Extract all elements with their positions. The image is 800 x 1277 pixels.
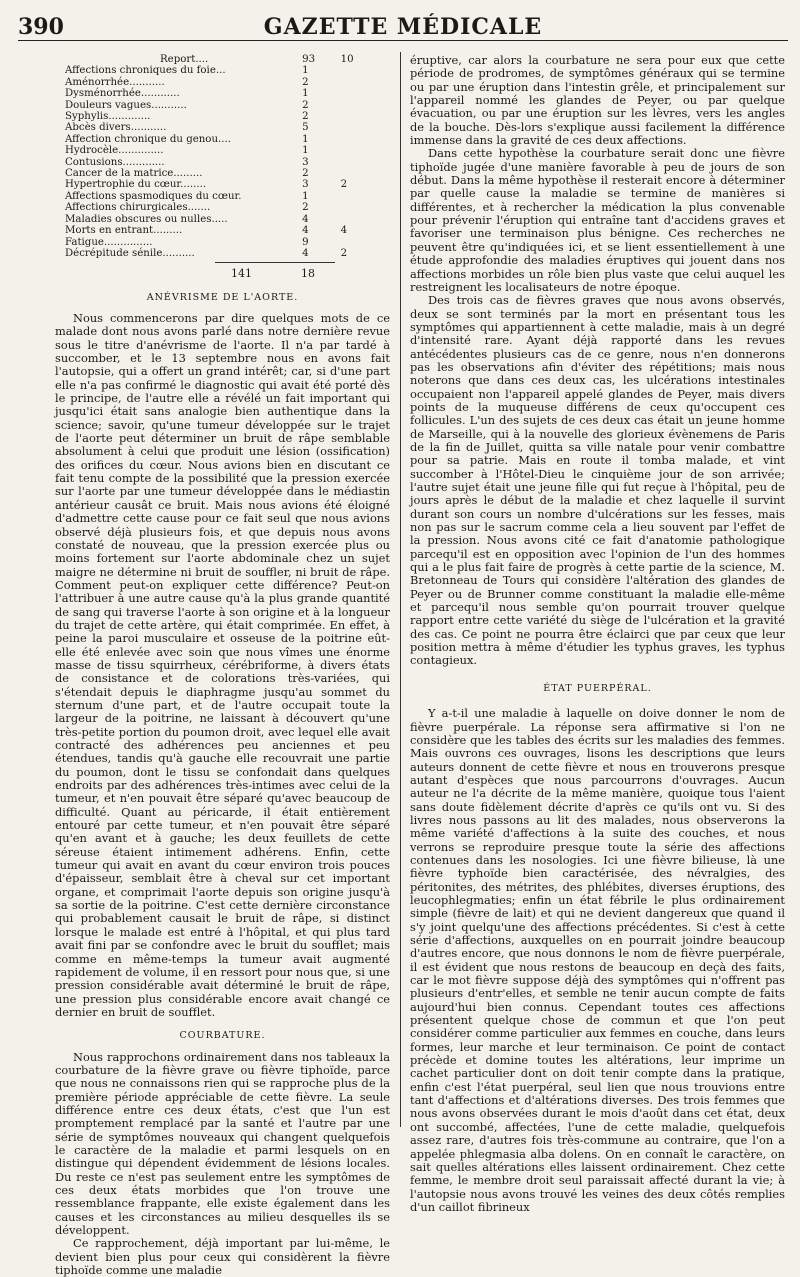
statistics-value: 3 — [302, 156, 309, 168]
statistics-row — [65, 179, 390, 190]
statistics-value — [341, 168, 390, 179]
journal-title: GAZETTE MÉDICALE — [263, 14, 543, 40]
section-heading-puerperal: ÉTAT PUERPÉRAL. — [543, 682, 652, 694]
report-label: Report.... — [160, 54, 209, 65]
page-header — [18, 14, 788, 41]
statistics-row — [65, 214, 390, 225]
statistics-value: 3 — [302, 179, 309, 191]
statistics-row — [65, 191, 390, 202]
paragraph: éruptive, car alors la courbature ne sera pour eux que cette période de prodromes, de symptômes généraux qui se termine ou par une éruption dans l'intestin grêle, et principalement sur l'appareil nommé les glandes de Peyer, ou par quelque évacuation, ou par une éruption sur les lèvres, vers les angles de la bouche. Dès-lors s'explique aussi facilement la différence immense dans la gravité de ces deux affections. — [410, 53, 785, 148]
statistics-row — [65, 168, 390, 179]
statistics-value — [341, 65, 390, 76]
statistics-label: Affection chronique du genou.... — [65, 133, 231, 145]
statistics-value: 2 — [302, 168, 309, 180]
statistics-value: 2 — [302, 99, 309, 111]
statistics-row — [65, 225, 390, 236]
paragraph: Nous rapprochons ordinairement dans nos tableaux la courbature de la fièvre grave ou fièvre tiphoïde, parce que nous ne connaissons rien qui se rapproche plus de la première période appréciable de cette fièvre. La seule différence entre ces deux états, c'est que l'un est promptement remplacé par la santé et l'autre par une série de symptômes nouveaux qui changent quelquefois le caractère de la maladie et parmi lesquels on en distingue qui dépendent évidemment de lésions locales. Du reste ce n'est pas seulement entre les symptômes de ces deux états morbides que l'on trouve une ressemblance frappante, elle existe également dans les causes et les circonstances au milieu desquelles ils se développent. — [55, 1049, 390, 1238]
paragraph: Y a-t-il une maladie à laquelle on doive donner le nom de fièvre puerpérale. La réponse sera affirmative si l'on ne considère que les tables des écrits sur les maladies des femmes. Mais ouvrons ces ouvrages, lisons les descriptions que leurs auteurs donnent de cette fièvre et nous en trouverons presque autant d'espèces que nous parcourrons d'ouvrages. Aucun auteur ne l'a décrite de la même manière, quoique tous l'aient sans doute fidèlement décrite d'après ce qu'ils ont vu. Si des livres nous passons au lit des malades, nous observerons la même variété d'affections à la suite des couches, et nous verrons se reproduire presque toute la série des affections contenues dans les nosologies. Ici une fièvre bilieuse, là une fièvre typhoïde bien caractérisée, des névralgies, des péritonites, des métrites, des phlébites, diverses éruptions, des leucophlegmaties; enfin un état fébrile le plus ordinairement simple (fièvre de lait) et qui ne devient dangereux que quand il s'y joint quelqu'une des affections précédentes. Si c'est à cette série d'affections, auxquelles on en pourrait joindre beaucoup d'autres encore, que nous donnons le nom de fièvre puerpérale, il est évident que nous restons de beaucoup en deçà des faits, car le mot fièvre suppose déjà des symptômes qui n'offrent pas plusieurs d'entr'elles, et semble ne tenir aucun compte de faits aujourd'hui bien connus. Cependant toutes ces affections présentent quelque chose de commun et que l'on peut considérer comme particulier aux femmes en couche, dans leurs formes, leur marche et leur terminaison. Ce point de contact précède et domine toutes les altérations, leur imprime un cachet particulier dont on doit tenir compte dans la pratique, enfin c'est l'état puerpéral, seul lien que nous trouvions entre tant d'affections et d'altérations diverses. Des trois femmes que nous avons observées durant le mois d'août dans cet état, deux ont succombé, affectées, l'une de cette maladie, quelquefois assez rare, d'autres fois très-commune au contraire, que l'on a appelée phlegmasia alba dolens. On en connaît le caractère, on sait quelles altérations elles laissent ordinairement. Chez cette femme, le membre droit seul paraissait affecté durant la vie; à l'autopsie nous avons trouvé les veines des deux côtés remplies d'un caillot fibrineux — [410, 706, 785, 1214]
statistics-value — [341, 122, 390, 133]
statistics-value: 2 — [302, 76, 309, 88]
statistics-value: 2 — [340, 247, 348, 259]
statistics-value: 1 — [302, 133, 309, 145]
statistics-value: 1 — [302, 145, 309, 157]
statistics-row — [65, 134, 390, 145]
paragraph: Des trois cas de fièvres graves que nous avons observés, deux se sont terminés par la mort en présentant tous les symptômes qui appartiennent à cette maladie, mais à un degré d'intensité rare. Ayant déjà rapporté dans les revues antécédentes plusieurs cas de ce genre, nous n'en donnerons pas les observations afin d'éviter des répétitions; mais nous noterons que dans ces deux cas, les ulcérations intestinales occupaient non l'appareil appelé glandes de Peyer, mais divers points de la muqueuse différens de ceux qu'occupent ces follicules. L'un des sujets de ces deux cas était un jeune homme de Marseille, qui à la nouvelle des glorieux évènemens de Paris de la fin de Juillet, quitta sa ville natale pour venir combattre pour sa patrie. Mais en route il tomba malade, et vint succomber à l'Hôtel-Dieu le cinquième jour de son arrivée; l'autre sujet était une jeune fille qui fut reçue à l'hôpital, peu de jours après le début de la maladie et chez laquelle il survint durant son cours un nombre d'ulcérations sur les fesses, mais non pas sur le sacrum comme cela a lieu souvent par l'effet de la pression. Nous avons cité ce fait d'anatomie pathologique parcequ'il est en opposition avec l'opinion de l'un des hommes qui a le plus fait faire de progrès à cette partie de la science, M. Bretonneau de Tours qui considère l'altération des glandes de Peyer ou de Brunner comme constituant la maladie elle-même et parcequ'il nous semble qu'on pourrait trouver quelque rapport entre cette variété du siège de l'ulcération et la gravité des cas. Ce point ne pourra être éclairci que par ceux que leur position mettra à même d'étudier les typhus graves, les typhus contagieux. — [410, 293, 785, 668]
statistics-value: 4 — [302, 225, 309, 237]
totals-row — [231, 267, 390, 280]
statistics-row — [65, 111, 390, 122]
paragraph: Nous commencerons par dire quelques mots de ce malade dont nous avons parlé dans notre dernière revue sous le titre d'anévrisme de l'aorte. Il n'a par tardé à succomber, et le 13 septembre nous en avons fait l'autopsie, qui a offert un grand intérêt; car, si d'une part elle n'a pas confirmé le diagnostic qui avait été porté dès le principe, de l'autre elle a révélé un fait important qui jusqu'ici était sans analogie bien authentique dans la science; savoir, qu'une tumeur développée sur le trajet de l'aorte peut déterminer un bruit de râpe semblable absolument à celui que produit une lésion (ossification) des orifices du cœur. Nous avions bien en discutant ce fait tenu compte de la possibilité que la pression exercée sur l'aorte par une tumeur développée dans le médiastin antérieur causât ce bruit. Mais nous avions été éloigné d'admettre cette cause pour ce fait seul que nous avions observé déjà plusieurs fois, et que depuis nous avons constaté de nouveau, que la pression exercée plus ou moins fortement sur l'aorte abdominale chez un sujet maigre ne détermine ni bruit de souffler, ni bruit de râpe. Comment peut-on expliquer cette différence? Peut-on l'attribuer à une autre cause qu'à la plus grande quantité de sang qui traverse l'aorte à son origine et à la longueur du trajet de cette artère, qui était comprimée. En effet, à peine la paroi musculaire et osseuse de la poitrine eût-elle été enlevée avec soin que nous vîmes une énorme masse de tissu squirrheux, cérébriforme, à divers états de consistance et de colorations très-variées, qui s'étendait depuis le diaphragme jusqu'au sommet du sternum d'une part, et de l'autre occupait toute la largeur de la poitrine, ne laissant à découvert qu'une très-petite portion du poumon droit, avec lequel elle avait contracté des adhérences peu anciennes et peu étendues, tandis qu'à gauche elle recouvrait une partie du poumon, dont le tissu se confondait dans quelques endroits par des adhérences très-intimes avec celui de la tumeur, et n'en pouvait être séparé qu'avec beaucoup de difficulté. Quant au péricarde, il était entièrement entouré par cette tumeur, et n'en pouvait être séparé qu'en avant et à gauche; les deux feuillets de cette séreuse étaient intimement adhérens. Enfin, cette tumeur qui avait en avant du cœur environ trois pouces d'épaisseur, semblait être à cheval sur cet important organe, et comprimait l'aorte depuis son origine jusqu'à sa sortie de la poitrine. C'est cette dernière circonstance qui probablement causait le bruit de râpe, si distinct lorsque le malade est entré à l'hôpital, et qui plus tard avait fini par se confondre avec le bruit du soufflet; mais comme en même-temps la tumeur avait augmenté rapidement de volume, il en ressort pour nous que, si une pression considérable avait déterminé le bruit de râpe, une pression plus considérable encore avait changé ce dernier en bruit de soufflet. — [55, 311, 390, 1019]
statistics-value: 1 — [302, 65, 309, 77]
statistics-value — [341, 88, 390, 99]
statistics-row — [65, 88, 390, 99]
statistics-value: 2 — [302, 111, 309, 123]
statistics-label: Décrépitude sénile.......... — [65, 247, 195, 259]
statistics-value — [341, 134, 390, 145]
statistics-value: 9 — [302, 236, 309, 248]
report-value-1: 93 — [302, 54, 316, 65]
total-value-2: 18 — [301, 267, 315, 281]
statistics-value — [341, 111, 390, 122]
statistics-value: 2 — [340, 179, 348, 191]
statistics-value: 1 — [302, 88, 309, 100]
total-value-1: 141 — [231, 267, 252, 281]
statistics-label: Affections chroniques du foie... — [65, 65, 226, 77]
statistics-row — [65, 65, 390, 76]
statistics-table — [65, 54, 390, 259]
statistics-row — [65, 122, 390, 133]
report-row — [65, 54, 390, 65]
statistics-row — [65, 248, 390, 259]
statistics-label: Syphylis............. — [65, 111, 151, 123]
statistics-value — [341, 237, 390, 248]
statistics-value: 5 — [302, 122, 309, 134]
paragraph: Ce rapprochement, déjà important par lui-même, le devient bien plus pour ceux qui considèrent la fièvre tiphoïde comme une maladie — [55, 1236, 390, 1277]
statistics-value — [341, 77, 390, 88]
statistics-value: 1 — [302, 190, 309, 202]
statistics-value — [341, 191, 390, 202]
statistics-label: Abcès divers........... — [65, 122, 167, 134]
statistics-value: 4 — [302, 247, 309, 259]
statistics-value — [341, 145, 390, 156]
statistics-row — [65, 202, 390, 213]
statistics-label: Hydrocèle.............. — [65, 145, 164, 157]
statistics-row — [65, 77, 390, 88]
statistics-value: 4 — [302, 213, 309, 225]
totals-rule — [215, 262, 335, 263]
statistics-row — [65, 145, 390, 156]
statistics-row — [65, 100, 390, 111]
right-column — [410, 54, 785, 1214]
statistics-label: Affections spasmodiques du cœur. — [65, 190, 242, 202]
statistics-row — [65, 157, 390, 168]
section-heading-courbature: COURBATURE. — [179, 1030, 266, 1042]
statistics-label: Douleurs vagues........... — [65, 99, 187, 111]
statistics-label: Morts en entrant......... — [65, 225, 183, 237]
statistics-label: Cancer de la matrice......... — [65, 168, 203, 180]
statistics-label: Dysménorrhée............ — [65, 88, 180, 100]
statistics-value — [341, 100, 390, 111]
page-number: 390 — [18, 14, 64, 40]
section-heading-aorta: ANÉVRISME DE L'AORTE. — [146, 291, 299, 303]
statistics-label: Aménorrhée........... — [65, 76, 165, 88]
statistics-label: Fatigue............... — [65, 236, 153, 248]
statistics-label: Maladies obscures ou nulles..... — [65, 213, 228, 225]
left-column — [55, 54, 390, 1277]
statistics-label: Hypertrophie du cœur........ — [65, 179, 207, 191]
statistics-value — [341, 157, 390, 168]
paragraph: Dans cette hypothèse la courbature serait donc une fièvre tiphoïde jugée d'une manière favorable à peu de jours de son début. Dans la même hypothèse il resterait encore à déterminer par quelle cause la maladie se termine de manières si différentes, et à rechercher la médication la plus convenable pour prévenir l'éruption qui entraîne tant d'accidens graves et favoriser une terminaison plus bénigne. Ces recherches ne peuvent être qu'indiquées ici, et se lient essentiellement à une étude approfondie des maladies éruptives qui jouent dans nos affections morbides un rôle bien plus vaste que celui auquel les restreignent les localisateurs de notre époque. — [410, 146, 785, 294]
statistics-value: 4 — [340, 225, 348, 237]
column-divider — [400, 52, 401, 1127]
statistics-value: 2 — [302, 202, 309, 214]
statistics-row — [65, 237, 390, 248]
report-value-2: 10 — [340, 54, 354, 65]
statistics-label: Contusions............. — [65, 156, 165, 168]
statistics-value — [341, 202, 390, 213]
statistics-value — [341, 214, 390, 225]
statistics-label: Affections chirurgicales....... — [65, 202, 211, 214]
